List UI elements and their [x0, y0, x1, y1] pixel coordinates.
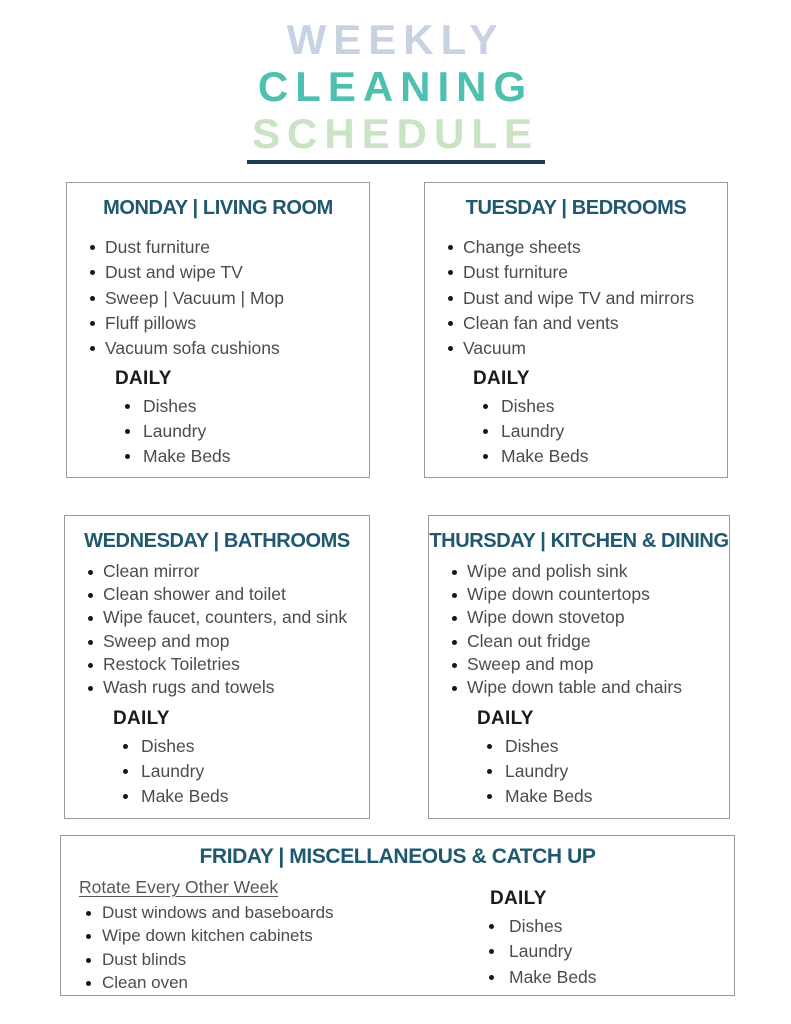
- daily-task-list: [488, 914, 597, 990]
- task-item: Wipe faucet, counters, and sink: [65, 606, 369, 629]
- task-list: [429, 560, 729, 699]
- daily-task-item: Dishes: [488, 914, 597, 939]
- rotate-heading: Rotate Every Other Week: [79, 877, 279, 897]
- task-item: Wipe down table and chairs: [429, 676, 729, 699]
- card-title: TUESDAY | BEDROOMS: [465, 197, 687, 219]
- card-title: MONDAY | LIVING ROOM: [103, 197, 333, 219]
- daily-task-item: Dishes: [425, 394, 727, 419]
- card-title: WEDNESDAY | BATHROOMS: [84, 530, 350, 552]
- daily-task-list: [67, 394, 369, 469]
- task-item: Wipe down countertops: [429, 583, 729, 606]
- task-item: Clean shower and toilet: [65, 583, 369, 606]
- task-item: Dust and wipe TV and mirrors: [425, 286, 727, 311]
- daily-task-item: Laundry: [67, 419, 369, 444]
- rotate-task-item: Dust windows and baseboards: [79, 901, 459, 924]
- daily-heading: DAILY: [477, 708, 534, 730]
- page-title: [0, 16, 791, 164]
- card-title: THURSDAY | KITCHEN & DINING: [429, 530, 729, 552]
- task-list: [425, 235, 727, 361]
- daily-heading: DAILY: [490, 888, 547, 909]
- title-line-weekly: WEEKLY: [286, 16, 505, 63]
- rotate-task-item: Dust blinds: [79, 948, 459, 971]
- task-list: [67, 235, 369, 361]
- daily-section: [488, 887, 597, 990]
- daily-task-list: [429, 734, 729, 809]
- card-monday-living-room: [66, 182, 370, 478]
- card-tuesday-bedrooms: [424, 182, 728, 478]
- task-item: Clean out fridge: [429, 630, 729, 653]
- task-item: Sweep and mop: [429, 653, 729, 676]
- task-item: Sweep and mop: [65, 630, 369, 653]
- rotate-section: [79, 876, 459, 994]
- task-item: Vacuum sofa cushions: [67, 336, 369, 361]
- title-line-schedule: SCHEDULE: [251, 110, 540, 157]
- task-item: Clean fan and vents: [425, 311, 727, 336]
- task-list: [65, 560, 369, 699]
- daily-task-item: Make Beds: [425, 444, 727, 469]
- task-item: Sweep | Vacuum | Mop: [67, 286, 369, 311]
- title-underline-divider: [247, 160, 545, 164]
- rotate-task-item: Wipe down kitchen cabinets: [79, 924, 459, 947]
- task-item: Change sheets: [425, 235, 727, 260]
- card-wednesday-bathrooms: [64, 515, 370, 819]
- daily-task-item: Dishes: [67, 394, 369, 419]
- daily-task-item: Laundry: [65, 759, 369, 784]
- daily-task-list: [425, 394, 727, 469]
- daily-heading: DAILY: [473, 368, 530, 390]
- title-line-cleaning: CLEANING: [257, 63, 534, 110]
- daily-task-item: Make Beds: [67, 444, 369, 469]
- rotate-task-list: [79, 901, 459, 994]
- daily-heading: DAILY: [115, 368, 172, 390]
- daily-task-item: Make Beds: [429, 784, 729, 809]
- task-item: Dust and wipe TV: [67, 260, 369, 285]
- daily-task-item: Laundry: [488, 939, 597, 964]
- task-item: Wipe down stovetop: [429, 606, 729, 629]
- daily-task-list: [65, 734, 369, 809]
- task-item: Wash rugs and towels: [65, 676, 369, 699]
- daily-task-item: Make Beds: [65, 784, 369, 809]
- daily-task-item: Make Beds: [488, 965, 597, 990]
- card-title: FRIDAY | MISCELLANEOUS & CATCH UP: [199, 845, 596, 868]
- daily-task-item: Dishes: [429, 734, 729, 759]
- task-item: Clean mirror: [65, 560, 369, 583]
- card-friday-miscellaneous: [60, 835, 735, 996]
- task-item: Dust furniture: [67, 235, 369, 260]
- task-item: Vacuum: [425, 336, 727, 361]
- daily-heading: DAILY: [113, 708, 170, 730]
- task-item: Wipe and polish sink: [429, 560, 729, 583]
- task-item: Dust furniture: [425, 260, 727, 285]
- task-item: Restock Toiletries: [65, 653, 369, 676]
- daily-task-item: Laundry: [425, 419, 727, 444]
- card-thursday-kitchen-dining: [428, 515, 730, 819]
- daily-task-item: Dishes: [65, 734, 369, 759]
- task-item: Fluff pillows: [67, 311, 369, 336]
- rotate-task-item: Clean oven: [79, 971, 459, 994]
- daily-task-item: Laundry: [429, 759, 729, 784]
